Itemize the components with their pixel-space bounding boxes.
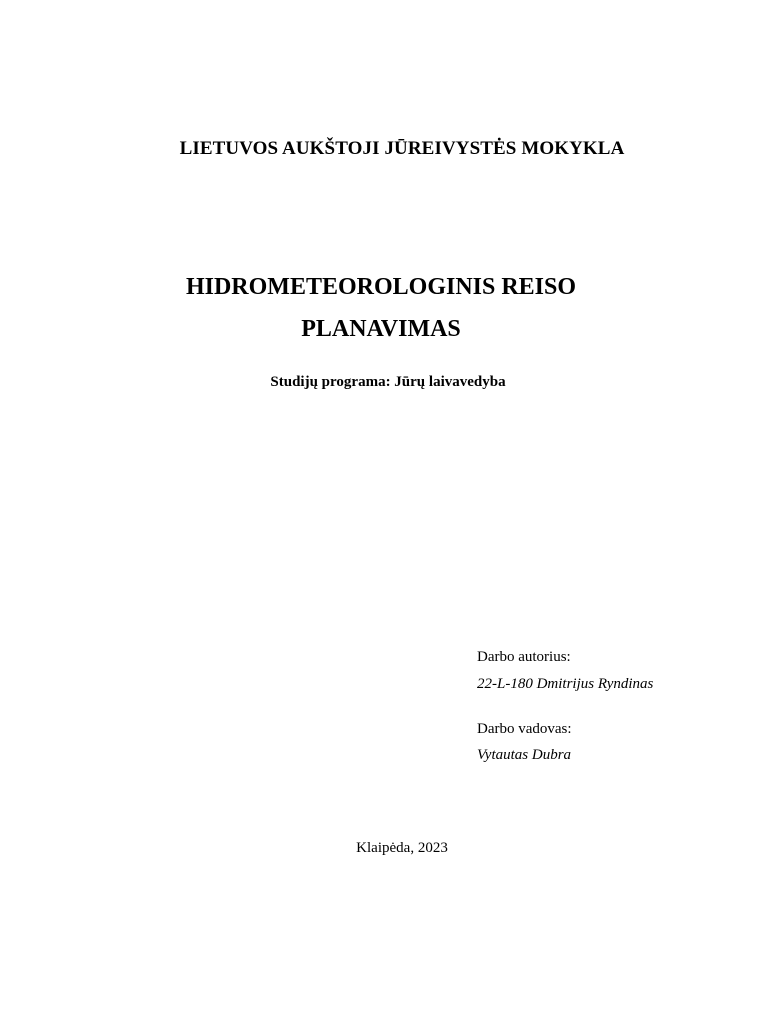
institution-name: LIETUVOS AUKŠTOJI JŪREIVYSTĖS MOKYKLA [179,138,625,159]
supervisor-label: Darbo vadovas: [477,721,572,737]
author-label: Darbo autorius: [477,649,571,665]
document-title-line-1: HIDROMETEOROLOGINIS REISO [185,274,577,300]
study-program: Studijų programa: Jūrų laivavedyba [270,374,506,390]
author-value: 22-L-180 Dmitrijus Ryndinas [477,676,654,692]
supervisor-value: Vytautas Dubra [477,747,572,763]
place-and-year: Klaipėda, 2023 [356,840,448,856]
document-title-line-2: PLANAVIMAS [301,316,461,342]
